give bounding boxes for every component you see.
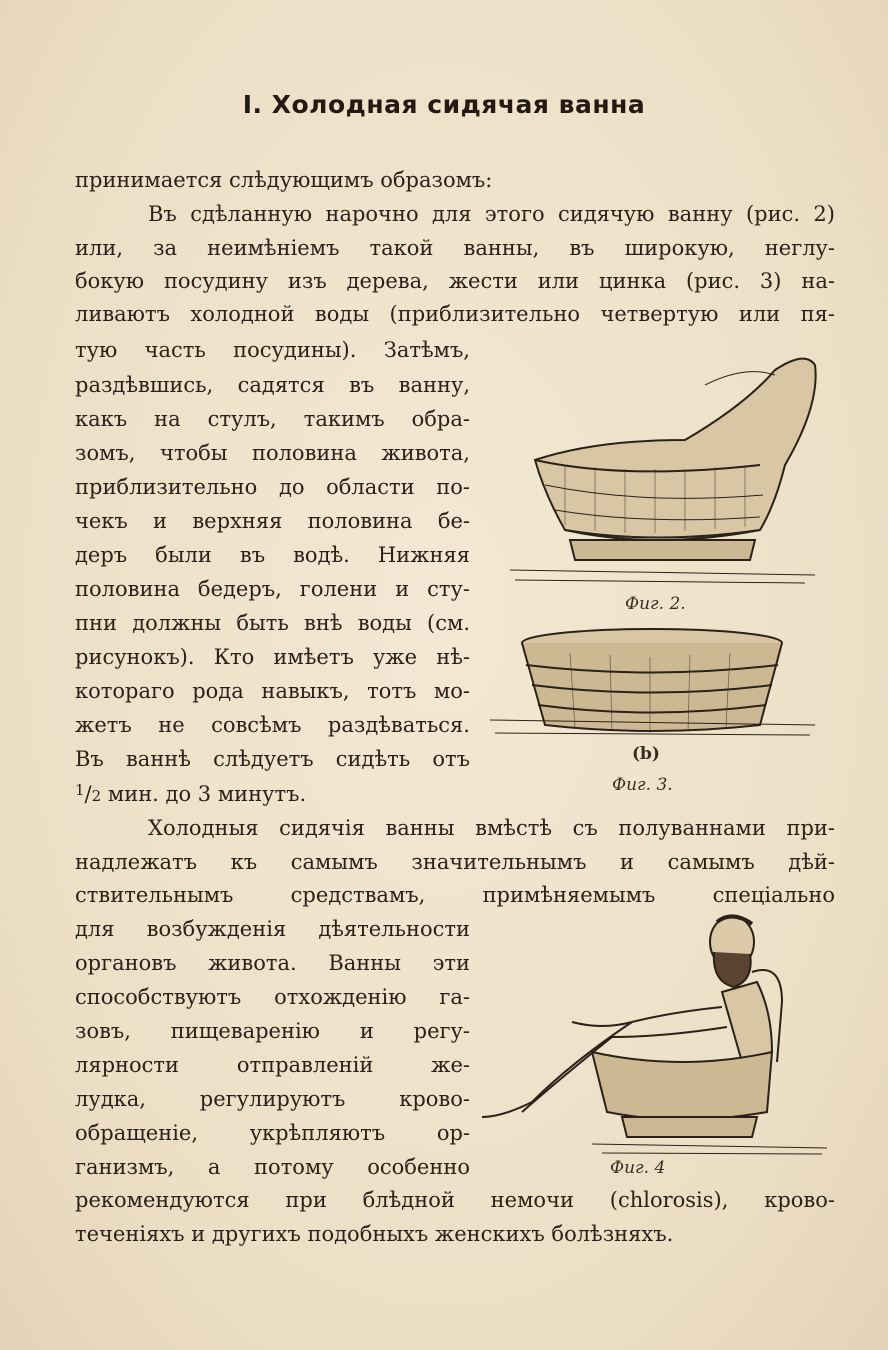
- text-line: Въ ваннѣ слѣдуетъ сидѣть отъ: [75, 747, 470, 771]
- text-line: бокую посудину изъ дерева, жести или цинка (рис. 3) на-: [75, 269, 835, 293]
- fraction-numerator: 1: [75, 781, 85, 799]
- figure-2-caption: Фиг. 2.: [625, 594, 686, 614]
- text-line: деръ были въ водѣ. Нижняя: [75, 543, 470, 567]
- text-line: лярности отправленій же-: [75, 1053, 470, 1077]
- text-line: рекомендуются при блѣдной немочи (chlorosis), крово-: [75, 1188, 835, 1212]
- text-line: или, за неимѣніемъ такой ванны, въ широкую, неглу-: [75, 236, 835, 260]
- figure-3-caption: Фиг. 3.: [612, 775, 673, 795]
- text-line: котораго рода навыкъ, тотъ мо-: [75, 679, 470, 703]
- text-line: лудка, регулируютъ крово-: [75, 1087, 470, 1111]
- section-heading: I. Холодная сидячая ванна: [242, 90, 646, 119]
- text-line: зомъ, чтобы половина живота,: [75, 441, 470, 465]
- text-line: рисунокъ). Кто имѣетъ уже нѣ-: [75, 645, 470, 669]
- text-line: принимается слѣдующимъ образомъ:: [75, 168, 493, 192]
- man-in-bath-illustration: [472, 912, 832, 1162]
- text-line: ганизмъ, а потому особенно: [75, 1155, 470, 1179]
- figure-3-label: (b): [632, 744, 660, 764]
- fraction-denominator: 2: [91, 787, 102, 805]
- text-line: обращеніе, укрѣпляютъ ор-: [75, 1121, 470, 1145]
- text-line: чекъ и верхняя половина бе-: [75, 509, 470, 533]
- text-line: зовъ, пищеваренію и регу-: [75, 1019, 470, 1043]
- text-line: мин. до 3 минутъ.: [107, 782, 307, 806]
- text-line: теченіяхъ и другихъ подобныхъ женскихъ болѣзняхъ.: [75, 1222, 674, 1246]
- sitz-bath-illustration: [505, 345, 820, 595]
- figure-4-caption: Фиг. 4: [610, 1158, 666, 1178]
- text-line: Въ сдѣланную нарочно для этого сидячую ванну (рис. 2): [148, 202, 835, 226]
- text-line: пни должны быть внѣ воды (см.: [75, 611, 470, 635]
- text-line: органовъ живота. Ванны эти: [75, 951, 470, 975]
- text-line: Холодныя сидячія ванны вмѣстѣ съ полуваннами при-: [148, 816, 835, 840]
- text-line: способствуютъ отхожденію га-: [75, 985, 470, 1009]
- text-line: приблизительно до области по-: [75, 475, 470, 499]
- text-line: жетъ не совсѣмъ раздѣваться.: [75, 713, 470, 737]
- wooden-tub-illustration: [490, 625, 815, 745]
- text-line: какъ на стулъ, такимъ обра-: [75, 407, 470, 431]
- text-line: раздѣвшись, садятся въ ванну,: [75, 373, 470, 397]
- text-line: для возбужденія дѣятельности: [75, 917, 470, 941]
- text-line-fraction: $^1$/2 мин. до 3 минутъ.: [75, 781, 307, 806]
- text-line: ствительнымъ средствамъ, примѣняемымъ спеціально: [75, 883, 835, 907]
- text-line: половина бедеръ, голени и сту-: [75, 577, 470, 601]
- text-line: ливаютъ холодной воды (приблизительно четвертую или пя-: [75, 302, 835, 326]
- text-line: надлежатъ къ самымъ значительнымъ и самымъ дѣй-: [75, 850, 835, 874]
- text-line: тую часть посудины). Затѣмъ,: [75, 338, 470, 362]
